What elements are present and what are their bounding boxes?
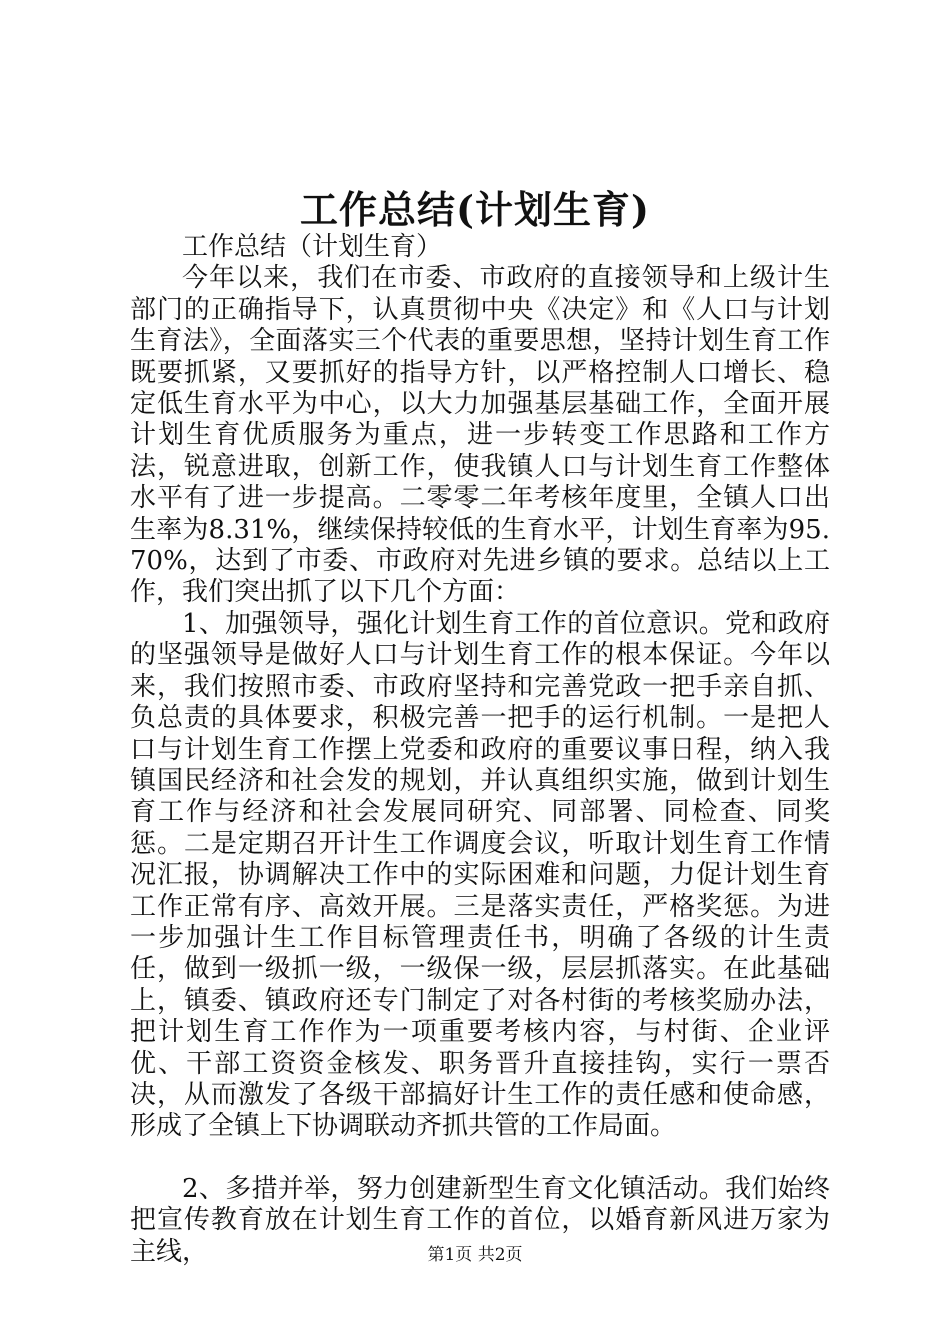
document-body <box>130 232 830 1268</box>
page-footer: 第1页 共2页 <box>427 1245 523 1265</box>
section-2-paragraph: 2、多措并举，努力创建新型生育文化镇活动。我们始终把宣传教育放在计划生育工作的首位，以婚育新风进万家为主线， <box>130 1173 830 1267</box>
subtitle-paragraph: 工作总结（计划生育） <box>182 232 443 262</box>
section-1-paragraph: 1、加强领导，强化计划生育工作的首位意识。党和政府的坚强领导是做好人口与计划生育工作的根本保证。今年以来，我们按照市委、市政府坚持和完善党政一把手亲自抓、负总责的具体要求，积极完善一把手的运行机制。一是把人口与计划生育工作摆上党委和政府的重要议事日程，纳入我镇国民经济和社会发的规划，并认真组织实施，做到计划生育工作与经济和社会发展同研究、同部署、同检查、同奖惩。二是定期召开计生工作调度会议，听取计划生育工作情况汇报，协调解决工作中的实际困难和问题，力促计划生育工作正常有序、高效开展。三是落实责任，严格奖惩。为进一步加强计生工作目标管理责任书，明确了各级的计生责任，做到一级抓一级，一级保一级，层层抓落实。在此基础上，镇委、镇政府还专门制定了对各村街的考核奖励办法，把计划生育工作作为一项重要考核内容，与村街、企业评优、干部工资资金核发、职务晋升直接挂钩，实行一票否决，从而激发了各级干部搞好计生工作的责任感和使命感，形成了全镇上下协调联动齐抓共管的工作局面。 <box>130 608 830 1142</box>
document-title: 工作总结(计划生育) <box>300 187 650 232</box>
intro-paragraph: 今年以来，我们在市委、市政府的直接领导和上级计生部门的正确指导下，认真贯彻中央《决定》和《人口与计划生育法》，全面落实三个代表的重要思想，坚持计划生育工作既要抓紧，又要抓好的指导方针，以严格控制人口增长、稳定低生育水平为中心，以大力加强基层基础工作，全面开展计划生育优质服务为重点，进一步转变工作思路和工作方法，锐意进取，创新工作，使我镇人口与计划生育工作整体水平有了进一步提高。二零零二年考核年度里，全镇人口出生率为8.31%，继续保持较低的生育水平，计划生育率为95.70%，达到了市委、市政府对先进乡镇的要求。总结以上工作，我们突出抓了以下几个方面： <box>130 263 830 608</box>
